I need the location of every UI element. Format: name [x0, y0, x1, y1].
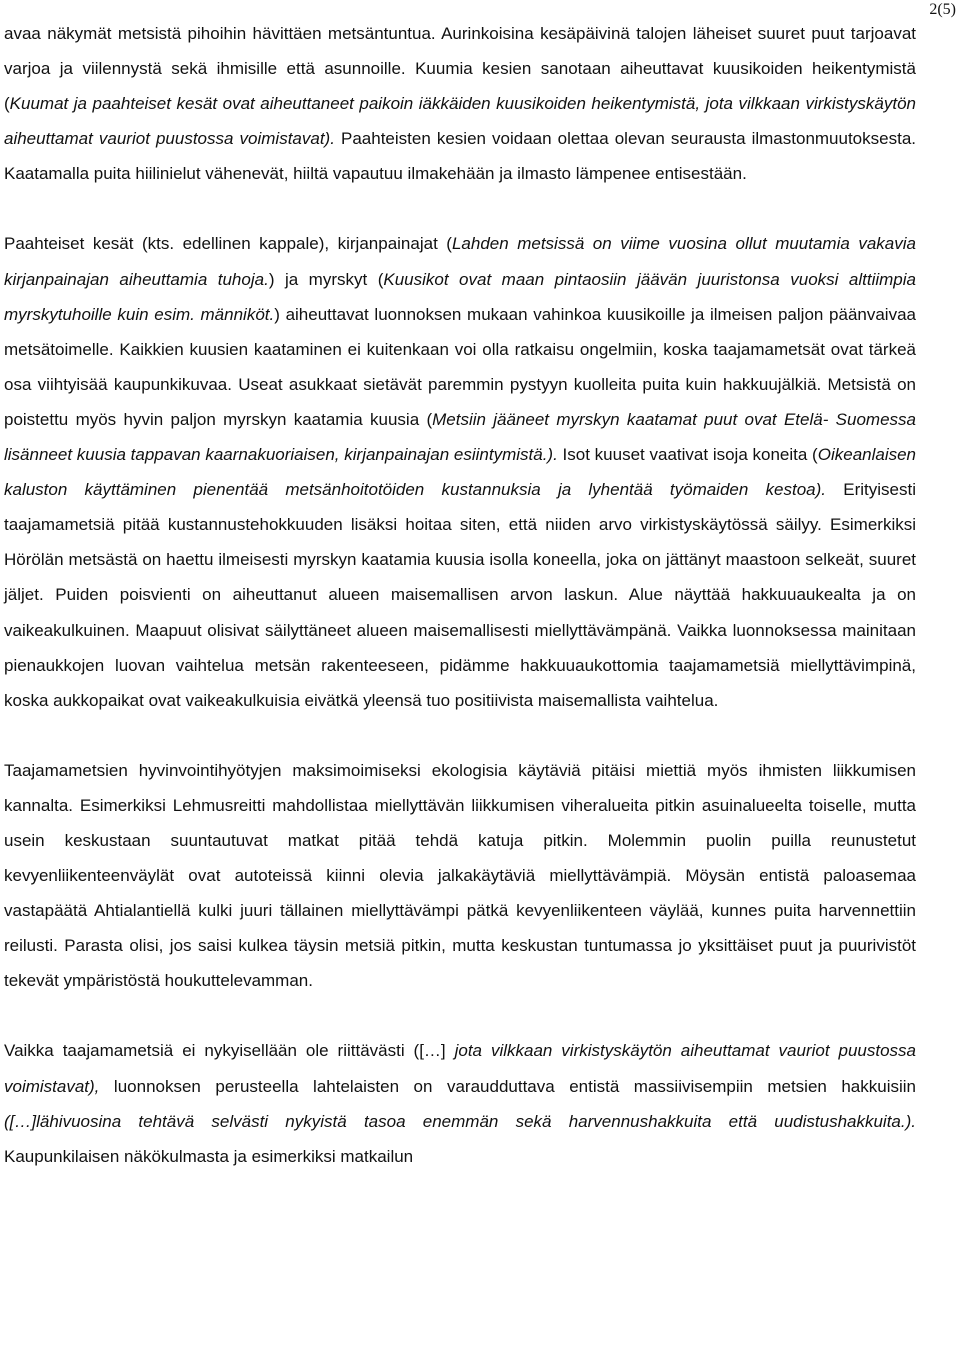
- text-segment: ) aiheuttavat luonnoksen mukaan vahinkoa kuusikoille ja ilmeisen paljon päänvaivaa metsätoimelle. Kaikkien kuusien kaataminen ei kuitenkaan voi olla ratkaisu ongelmiin, koska taajamametsät ovat tärkeä osa viihtyisää kaupunkikuvaa. Useat asukkaat sietävät paremmin pystyyn kuolleita puita kuin hakkuujälkiä. Metsistä on poistettu myös hyvin paljon myrskyn kaatamia kuusia (: [4, 304, 916, 429]
- paragraph-gap: [4, 191, 916, 226]
- text-segment: Kaupunkilaisen näkökulmasta ja esimerkiksi matkailun: [4, 1146, 414, 1166]
- text-segment: avaa näkymät metsistä pihoihin hävittäen metsäntuntua. Aurinkoisina kesäpäivinä talojen läheiset suuret puut tarjoavat varjoa ja viilennystä sekä ihmisille että asunnoille. Kuumia kesien sanotaan aiheuttavat kuusikoiden heikentymistä (: [4, 24, 916, 114]
- text-segment: Paahteiset kesät (kts. edellinen kappale), kirjanpainajat (: [4, 234, 452, 254]
- paragraph-gap: [4, 718, 916, 753]
- paragraph-1: [4, 16, 916, 191]
- paragraph-2: [4, 226, 916, 717]
- text-segment: Paahteisten kesien voidaan olettaa olevan seurausta ilmastonmuutoksesta. Kaatamalla puita hiilinielut vähenevät, hiiltä vapautuu ilmakehään ja ilmasto lämpenee entisestään.: [4, 129, 916, 184]
- italic-segment: ([…]lähivuosina tehtävä selvästi nykyistä tasoa enemmän sekä harvennushakkuita että uudistushakkuita.).: [4, 1111, 916, 1131]
- page-number: 2(5): [929, 1, 956, 18]
- italic-segment: Metsiin jääneet myrskyn kaatamat puut ovat Etelä- Suomessa lisänneet kuusia tappavan kaarnakuoriaisen, kirjanpainajan esiintymistä.).: [4, 409, 916, 465]
- italic-segment: jota vilkkaan virkistyskäytön aiheuttamat vauriot puustossa voimistavat),: [4, 1041, 916, 1096]
- italic-segment: Kuusikot ovat maan pintaosiin jäävän juuristonsa vuoksi alttiimpia myrskytuhoille kuin esim. männiköt.: [4, 269, 916, 324]
- paragraph-3: [4, 753, 916, 999]
- italic-segment: Kuumat ja paahteiset kesät ovat aiheuttaneet paikoin iäkkäiden kuusikoiden heikentymistä, jota vilkkaan virkistyskäytön aiheuttamat vauriot puustossa voimistavat).: [4, 94, 916, 149]
- text-segment: luonnoksen perusteella lahtelaisten on varaudduttava entistä massiivisempiin metsien hakkuisiin: [99, 1076, 916, 1096]
- paragraph-gap: [4, 998, 916, 1033]
- text-segment: Vaikka taajamametsiä ei nykyisellään ole riittävästi ([…]: [4, 1041, 455, 1061]
- text-segment: Taajamametsien hyvinvointihyötyjen maksimoimiseksi ekologisia käytäviä pitäisi miettiä myös ihmisten liikkumisen kannalta. Esimerkiksi Lehmusreitti mahdollistaa miellyttävän liikkumisen viheralueita pitkin asuinalueelta toiselle, mutta usein keskustaan suuntautuvat matkat pitää tehdä katuja pitkin. Molemmin puolin puilla reunustetut kevyenliikenteenväylät ovat autoteissä kiinni olevia jalkakäytäviä miellyttävämpiä. Möysän entistä paloasemaa vastapäätä Ahtialantiellä kulki juuri tällainen miellyttävämpi pätkä kevyenliikenteen väylää, kunnes puita harvennettiin reilusti. Parasta olisi, jos saisi kulkea täysin metsiä pitkin, mutta keskustan tuntumassa jo yksittäiset puut ja puurivistöt tekevät ympäristöstä houkuttelevamman.: [4, 760, 916, 991]
- text-segment: ) ja myrskyt (: [268, 269, 384, 289]
- document-body: [4, 16, 916, 1174]
- text-segment: Erityisesti taajamametsiä pitää kustannustehokkuuden lisäksi hoitaa siten, että niiden arvo virkistyskäytössä säilyy. Esimerkiksi Hörölän metsästä on haettu ilmeisesti myrskyn kaatamia kuusia isolla koneella, joka on jättänyt maastoon selkeät, suuret jäljet. Puiden poisvienti on aiheuttanut alueen maisemallisen arvon laskun. Alue näyttää hakkuuaukealta ja on vaikeakulkuinen. Maapuut olisivat säilyttäneet alueen maisemallisesti miellyttävämpänä. Vaikka luonnoksessa mainitaan pienaukkojen luovan vaihtelua metsän rakenteeseen, pidämme hakkuuaukottomia taajamametsiä miellyttävimpinä, koska aukkopaikat ovat vaikeakulkuisia eivätkä yleensä tuo positiivista maisemallista vaihtelua.: [4, 480, 916, 710]
- italic-segment: Oikeanlaisen kaluston käyttäminen pienentää metsänhoitotöiden kustannuksia ja lyhentää työmaiden kestoa).: [4, 445, 917, 500]
- text-segment: Isot kuuset vaativat isoja koneita (: [557, 445, 818, 465]
- paragraph-4: [4, 1033, 916, 1173]
- italic-segment: Lahden metsissä on viime vuosina ollut muutamia vakavia kirjanpainajan aiheuttamia tuhoja.: [4, 234, 916, 289]
